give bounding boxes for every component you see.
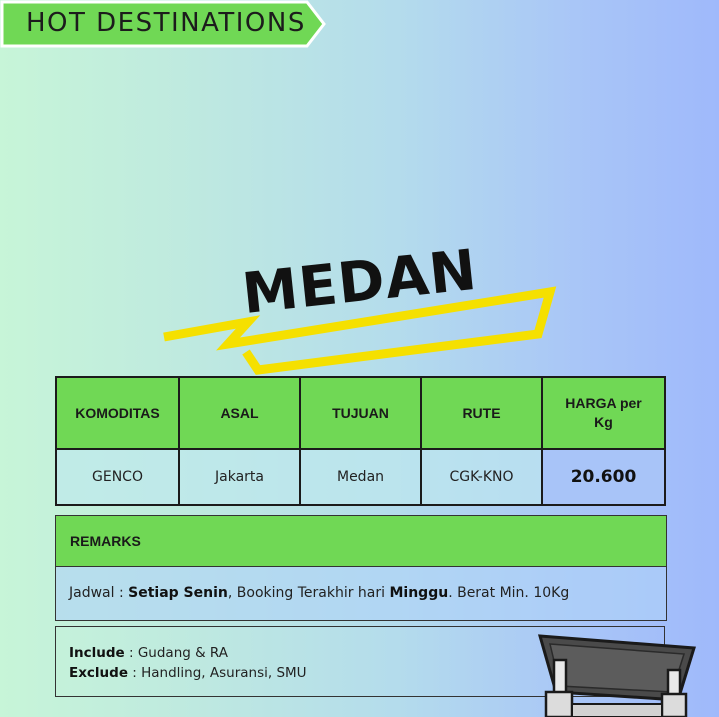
- table-row: [56, 449, 665, 505]
- tujuan-cell: Medan: [300, 449, 421, 505]
- weight-text: . Berat Min. 10Kg: [448, 585, 570, 601]
- column-header: TUJUAN: [300, 377, 421, 449]
- schedule-label: Jadwal :: [69, 585, 124, 601]
- gate-illustration-icon: [526, 630, 706, 717]
- schedule-day: Setiap Senin: [128, 585, 228, 601]
- exclude-value: : Handling, Asuransi, SMU: [128, 665, 307, 681]
- header-banner: [0, 0, 328, 48]
- remarks-text: [56, 567, 666, 620]
- price-table: [55, 376, 666, 506]
- harga-cell: 20.600: [542, 449, 665, 505]
- rute-cell: CGK-KNO: [421, 449, 542, 505]
- column-header: RUTE: [421, 377, 542, 449]
- header-title: HOT DESTINATIONS: [26, 8, 306, 38]
- remarks-box: [55, 515, 667, 621]
- table-header-row: [56, 377, 665, 449]
- destination-title: MEDAN: [239, 237, 481, 327]
- column-header: HARGA per Kg: [542, 377, 665, 449]
- booking-text: , Booking Terakhir hari: [227, 585, 386, 601]
- column-header: ASAL: [179, 377, 300, 449]
- include-value: : Gudang & RA: [124, 645, 228, 661]
- booking-day: Minggu: [389, 585, 449, 601]
- asal-cell: Jakarta: [179, 449, 300, 505]
- include-label: Include: [69, 645, 125, 661]
- komoditas-cell: GENCO: [56, 449, 179, 505]
- exclude-label: Exclude: [69, 665, 128, 681]
- remarks-heading: REMARKS: [56, 516, 666, 567]
- column-header: KOMODITAS: [56, 377, 179, 449]
